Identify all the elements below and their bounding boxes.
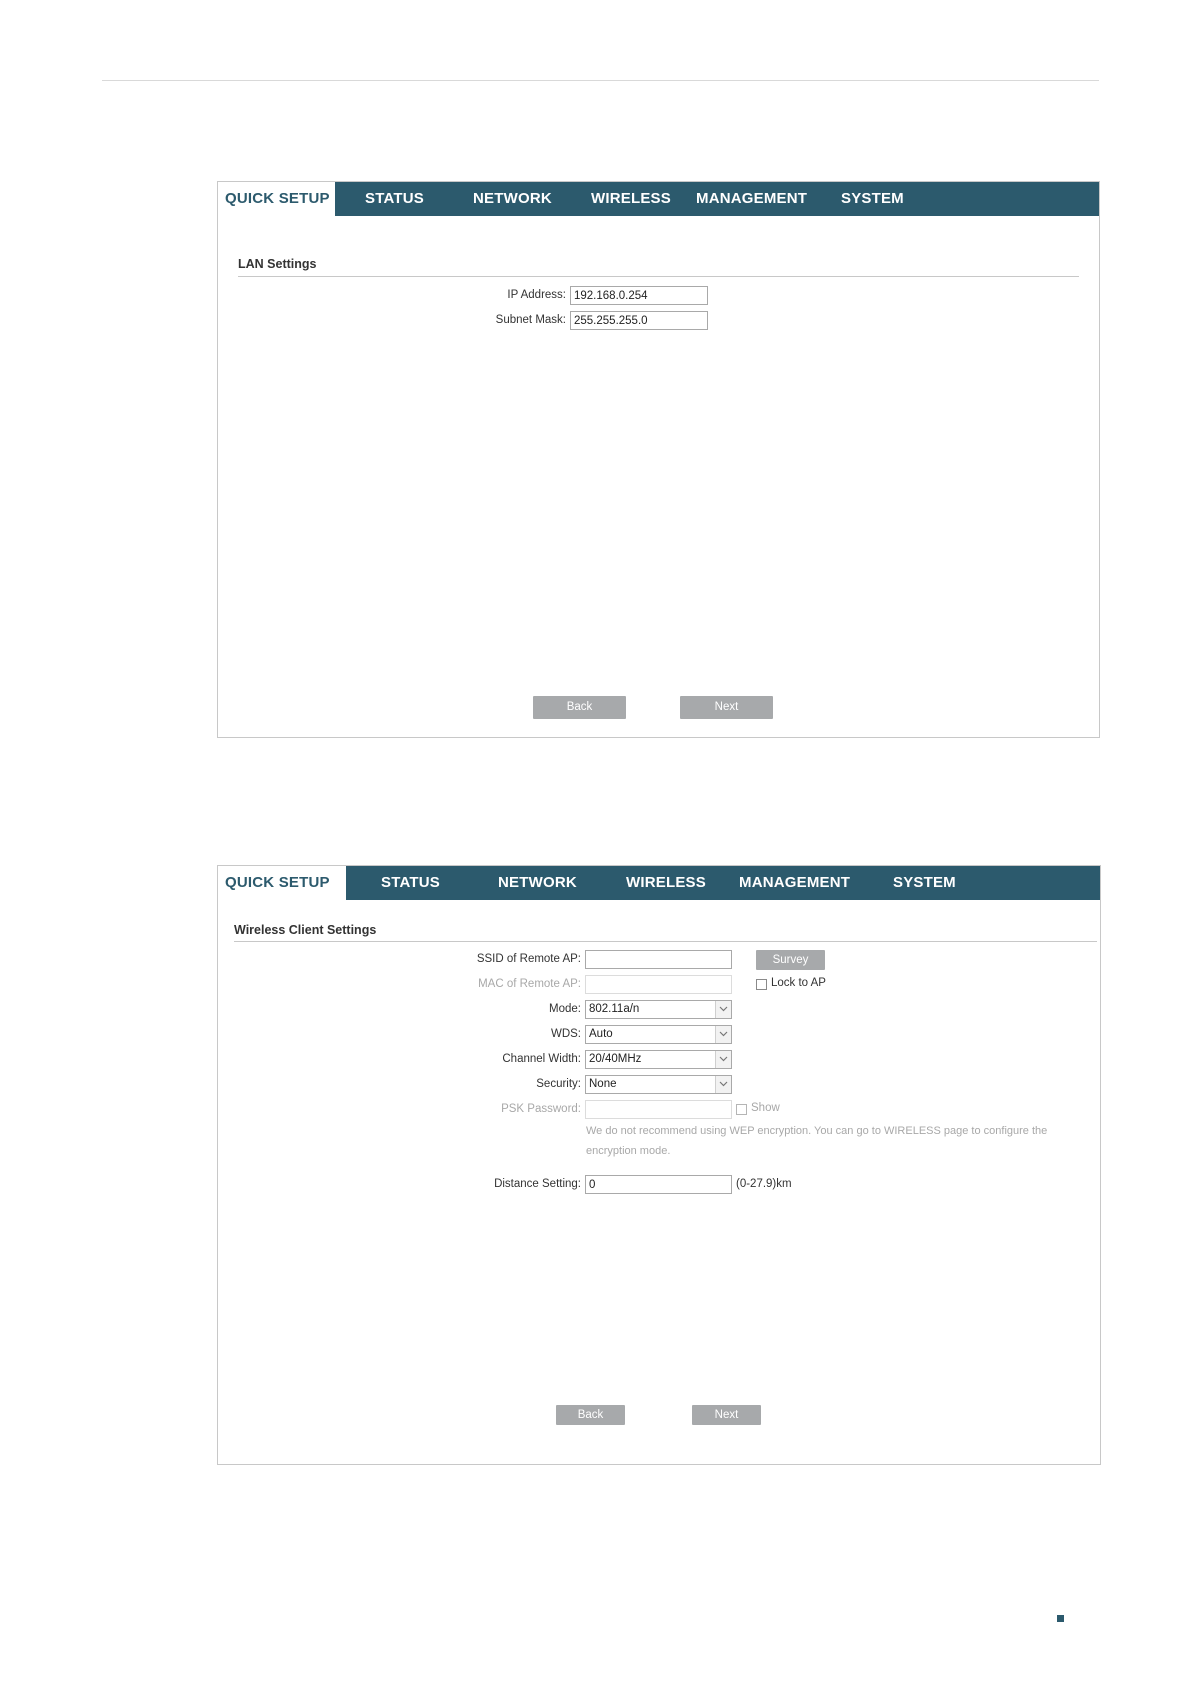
- tab-wireless[interactable]: WIRELESS: [591, 190, 671, 207]
- wds-value: Auto: [589, 1028, 613, 1040]
- top-nav-bar: [218, 182, 1099, 216]
- page-marker: [1057, 1615, 1064, 1622]
- tab-quick-setup[interactable]: QUICK SETUP: [218, 182, 335, 216]
- back-button[interactable]: Back: [556, 1405, 625, 1425]
- wep-warning-note: [586, 1121, 1086, 1161]
- mac-input[interactable]: [585, 975, 732, 994]
- ssid-label: SSID of Remote AP:: [476, 953, 581, 965]
- security-select[interactable]: [585, 1075, 732, 1094]
- tab-status[interactable]: STATUS: [381, 874, 440, 891]
- back-button[interactable]: Back: [533, 696, 626, 719]
- tab-wireless[interactable]: WIRELESS: [626, 874, 706, 891]
- psk-password-input[interactable]: [585, 1100, 732, 1119]
- tab-network[interactable]: NETWORK: [473, 190, 552, 207]
- mac-label: MAC of Remote AP:: [478, 978, 581, 990]
- lock-to-ap-checkbox[interactable]: [756, 979, 767, 990]
- wds-label: WDS:: [550, 1028, 581, 1040]
- tab-status[interactable]: STATUS: [365, 190, 424, 207]
- tab-system[interactable]: SYSTEM: [841, 190, 904, 207]
- tab-network[interactable]: NETWORK: [498, 874, 577, 891]
- distance-range-hint: (0-27.9)km: [736, 1178, 792, 1190]
- distance-setting-input[interactable]: [585, 1175, 732, 1194]
- ip-address-input[interactable]: [570, 286, 708, 305]
- next-button[interactable]: Next: [680, 696, 773, 719]
- tab-system[interactable]: SYSTEM: [893, 874, 956, 891]
- lan-settings-panel: [217, 181, 1100, 738]
- security-value: None: [589, 1078, 617, 1090]
- chevron-down-icon: [715, 1076, 731, 1093]
- mode-label: Mode:: [549, 1003, 581, 1015]
- survey-button[interactable]: Survey: [756, 950, 825, 970]
- page-top-rule: [102, 80, 1099, 81]
- chevron-down-icon: [715, 1051, 731, 1068]
- section-title: Wireless Client Settings: [234, 923, 377, 937]
- mode-select[interactable]: [585, 1000, 732, 1019]
- wireless-client-settings-panel: [217, 865, 1101, 1465]
- mode-value: 802.11a/n: [589, 1003, 640, 1015]
- section-title: LAN Settings: [238, 257, 317, 271]
- chevron-down-icon: [715, 1026, 731, 1043]
- section-divider: [238, 276, 1079, 277]
- wds-select[interactable]: [585, 1025, 732, 1044]
- subnet-mask-input[interactable]: [570, 311, 708, 330]
- tab-management[interactable]: MANAGEMENT: [696, 190, 808, 207]
- top-nav-bar: [218, 866, 1100, 900]
- tab-quick-setup[interactable]: QUICK SETUP: [218, 866, 346, 900]
- lock-to-ap-label: Lock to AP: [771, 977, 826, 989]
- security-label: Security:: [536, 1078, 581, 1090]
- distance-setting-label: Distance Setting:: [494, 1178, 581, 1190]
- wep-warning-line-1: We do not recommend using WEP encryption. You can go to WIRELESS page to configure the: [586, 1125, 1048, 1137]
- show-password-checkbox[interactable]: [736, 1104, 747, 1115]
- chevron-down-icon: [715, 1001, 731, 1018]
- ip-address-label: IP Address:: [507, 289, 566, 301]
- psk-password-label: PSK Password:: [501, 1103, 581, 1115]
- show-password-label: Show: [751, 1102, 780, 1114]
- wep-warning-line-2: encryption mode.: [586, 1145, 671, 1157]
- channel-width-value: 20/40MHz: [589, 1053, 642, 1065]
- section-divider: [234, 941, 1097, 942]
- next-button[interactable]: Next: [692, 1405, 761, 1425]
- ssid-input[interactable]: [585, 950, 732, 969]
- subnet-mask-label: Subnet Mask:: [495, 314, 566, 326]
- tab-management[interactable]: MANAGEMENT: [739, 874, 851, 891]
- channel-width-select[interactable]: [585, 1050, 732, 1069]
- channel-width-label: Channel Width:: [502, 1053, 581, 1065]
